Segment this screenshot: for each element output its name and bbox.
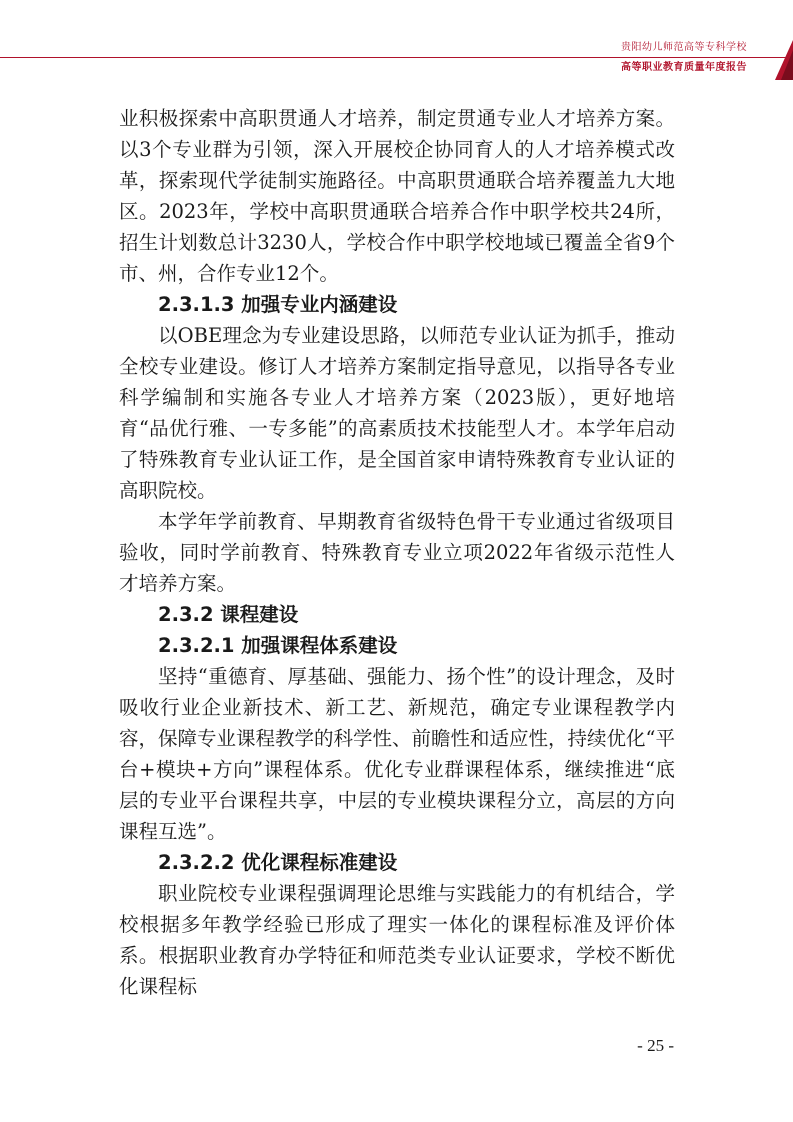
body-paragraph: 业积极探索中高职贯通人才培养，制定贯通专业人才培养方案。以3个专业群为引领，深入开展校企协同育人的人才培养模式改革，探索现代学徒制实施路径。中高职贯通联合培养覆盖九大地区。2023年，学校中高职贯通联合培养合作中职学校共24所，招生计划数总计3230人，学校合作中职学校地域已覆盖全省9个市、州，合作专业12个。 [119, 107, 675, 285]
header-report-title: 高等职业教育质量年度报告 [621, 62, 747, 73]
section-heading: 2.3.2 课程建设 [158, 603, 299, 626]
page-number: - 25 - [637, 1036, 674, 1055]
document-body [119, 103, 675, 1002]
body-paragraph: 以OBE理念为专业建设思路，以师范专业认证为抓手，推动全校专业建设。修订人才培养方案制定指导意见，以指导各专业科学编制和实施各专业人才培养方案（2023版），更好地培育“品优行雅、一专多能”的高素质技术技能型人才。本学年启动了特殊教育专业认证工作，是全国首家申请特殊教育专业认证的高职院校。 [119, 324, 675, 502]
section-heading: 2.3.1.3 加强专业内涵建设 [158, 293, 398, 316]
header-school-name: 贵阳幼儿师范高等专科学校 [621, 42, 747, 53]
section-heading: 2.3.2.1 加强课程体系建设 [158, 634, 398, 657]
body-paragraph: 本学年学前教育、早期教育省级特色骨干专业通过省级项目验收，同时学前教育、特殊教育专业立项2022年省级示范性人才培养方案。 [119, 510, 675, 595]
body-paragraph: 职业院校专业课程强调理论思维与实践能力的有机结合，学校根据多年教学经验已形成了理实一体化的课程标准及评价体系。根据职业教育办学特征和师范类专业认证要求，学校不断优化课程标 [119, 882, 675, 998]
corner-ribbon-icon [753, 40, 793, 80]
section-heading: 2.3.2.2 优化课程标准建设 [158, 851, 398, 874]
body-paragraph: 坚持“重德育、厚基础、强能力、扬个性”的设计理念，及时吸收行业企业新技术、新工艺、新规范，确定专业课程教学内容，保障专业课程教学的科学性、前瞻性和适应性，持续优化“平台+模块+方向”课程体系。优化专业群课程体系，继续推进“底层的专业平台课程共享，中层的专业模块课程分立，高层的方向课程互选”。 [119, 665, 675, 843]
page-header [621, 40, 747, 76]
